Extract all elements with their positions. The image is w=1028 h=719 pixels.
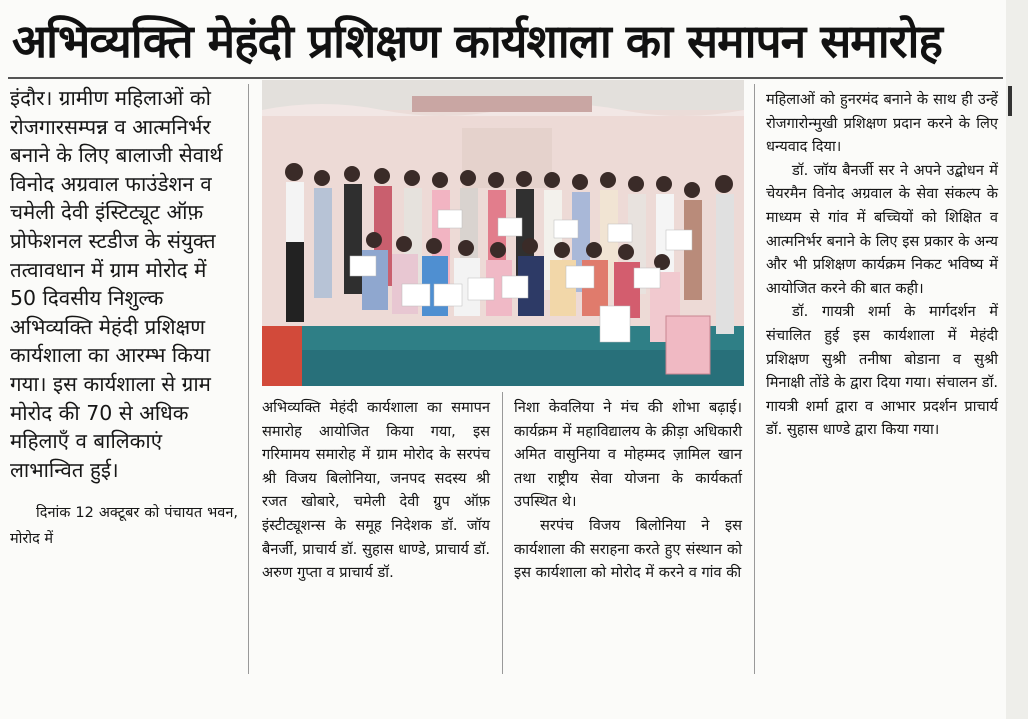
paragraph: महिलाओं को हुनरमंद बनाने के साथ ही उन्हें रोजगारोन्मुखी प्रशिक्षण प्रदान करने के लिए धन्यवाद दिया।	[766, 91, 998, 156]
group-photo-illustration	[262, 80, 744, 386]
paragraph: सरपंच विजय बिलोनिया ने इस कार्यशाला की सराहना करते हुए संस्थान को इस कार्यशाला को मोरोद में करने व गांव की	[514, 516, 742, 582]
article-column-3	[514, 396, 742, 585]
article-headline: अभिव्यक्ति मेहंदी प्रशिक्षण कार्यशाला का समापन समारोह	[12, 14, 942, 68]
group-photo	[262, 80, 744, 386]
column-divider	[754, 84, 755, 674]
article-column-4	[766, 88, 998, 442]
paragraph: डॉ. जॉय बैनर्जी सर ने अपने उद्बोधन में चेयरमैन विनोद अग्रवाल के सेवा संकल्प के माध्यम से गांव में बच्चियों को शिक्षित व आत्मनिर्भर बनाने के लिए इस प्रकार के अन्य और भी प्रशिक्षण कार्यक्रम निकट भविष्य में आयोजित करने की बात कही।	[766, 161, 998, 297]
lead-column	[10, 84, 238, 552]
column-divider	[502, 392, 503, 674]
article-column-2	[262, 396, 490, 585]
lead-paragraph: इंदौर। ग्रामीण महिलाओं को रोजगारसम्पन्न व आत्मनिर्भर बनाने के लिए बालाजी सेवार्थ विनोद अग्रवाल फाउंडेशन व चमेली देवी इंस्टिट्यूट ऑफ़ प्रोफेशनल स्टडीज के संयुक्त तत्वावधान में ग्राम मोरोद में 50 दिवसीय निशुल्क अभिव्यक्ति मेहंदी प्रशिक्षण कार्यशाला का आरम्भ किया गया। इस कार्यशाला से ग्राम मोरोद की 70 से अधिक महिलाएँ व बालिकाएं लाभान्वित हुई।	[10, 86, 223, 482]
paragraph: निशा केवलिया ने मंच की शोभा बढ़ाई। कार्यक्रम में महाविद्यालय के क्रीड़ा अधिकारी अमित वासुनिया व मोहम्मद ज़ामिल खान तथा राष्ट्रीय सेवा योजना के कार्यकर्ता उपस्थित थे।	[514, 399, 742, 511]
paragraph: अभिव्यक्ति मेहंदी कार्यशाला का समापन समारोह आयोजित किया गया, इस गरिमामय समारोह में ग्राम मोरोद के सरपंच श्री विजय बिलोनिया, जनपद सदस्य श्री रजत खोबारे, चमेली देवी ग्रुप ऑफ़ इंस्टीट्यूशन्स के समूह निदेशक डॉ. जॉय बैनर्जी, प्राचार्य डॉ. सुहास धाण्डे, प्राचार्य डॉ. अरुण गुप्ता व प्राचार्य डॉ.	[262, 399, 490, 582]
lead-continuation: दिनांक 12 अक्टूबर को पंचायत भवन, मोरोद में	[10, 505, 238, 548]
headline-rule	[8, 77, 1003, 79]
adjacent-page-mark	[1008, 86, 1012, 116]
paragraph: डॉ. गायत्री शर्मा के मार्गदर्शन में संचालित हुई इस कार्यशाला में मेहंदी प्रशिक्षण सुश्री तनीषा बोडाना व सुश्री मिनाक्षी तोंडे के द्वारा दिया गया। संचालन डॉ. गायत्री शर्मा द्वारा व आभार प्रदर्शन प्राचार्य डॉ. सुहास धाण्डे द्वारा किया गया।	[766, 303, 998, 439]
column-divider	[248, 84, 249, 674]
